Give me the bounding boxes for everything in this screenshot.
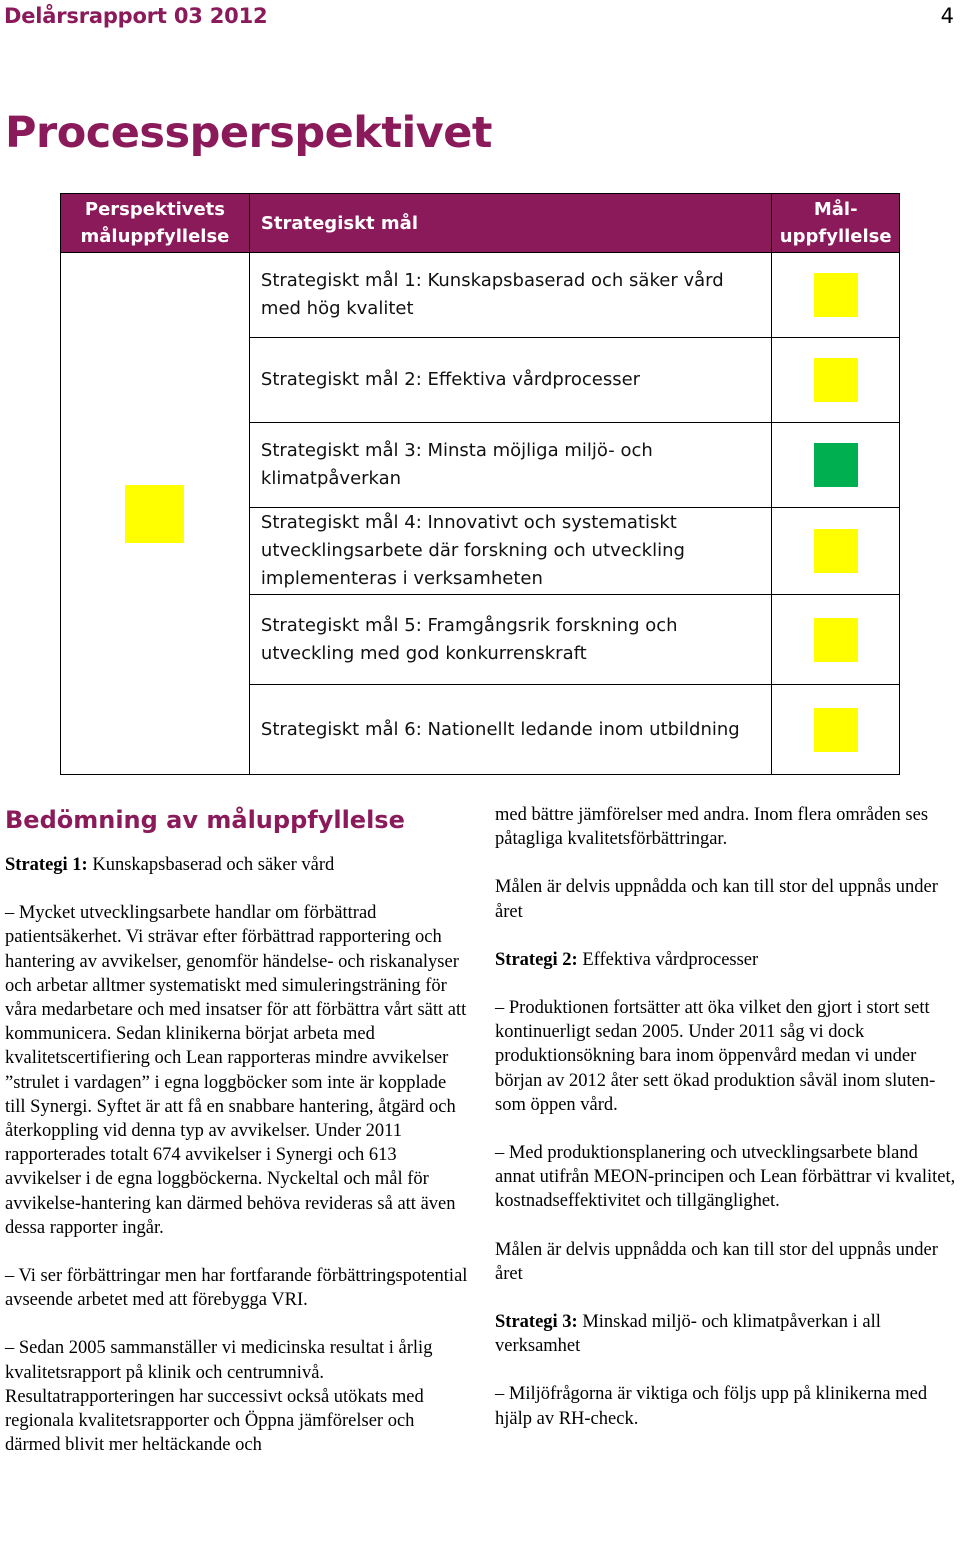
goal-text: Strategiskt mål 6: Nationellt ledande inom utbildning [249,685,771,775]
paragraph-text: – Mycket utvecklingsarbete handlar om förbättrad patientsäkerhet. Vi strävar efter förbättrad rapportering och hantering av avvikelser, genomför händelse- och riskanalyser och arbetar alltmer systematiskt med simuleringsträning för våra medarbetare och med insatser för att förbättra vårt sätt att kommunicera. Sedan klinikerna börjat arbeta med kvalitetscertifiering och Lean rapporteras mindre avvikelser ”strulet i vardagen” i egna loggböcker som inte är kopplade till Synergi. Syftet är att få en snabbare hantering, åtgärd och återkoppling vid denna typ av avvikelser. Under 2011 rapporterades totalt 674 avvikelser i Synergi och 613 avvikelser i de egna loggböckerna. Nyckeltal och mål för avvikelse-hantering kan därmed behöva revideras så att även dessa rapporter ingår. [5,903,467,1238]
status-cell [772,508,900,595]
assessment-title: Bedömning av måluppfyllelse [5,806,405,834]
header-goal: Strategiskt mål [249,194,771,253]
paragraph [495,948,960,972]
paragraph [5,1264,470,1312]
status-cell [772,423,900,508]
status-indicator [814,443,858,487]
paragraph [495,1141,960,1214]
status-cell [772,253,900,338]
goal-table [60,193,900,775]
goal-text: Strategiskt mål 5: Framgångsrik forskning och utveckling med god konkurrenskraft [249,595,771,685]
paragraph-text: – Sedan 2005 sammanställer vi medicinska resultat i årlig kvalitetsrapport på klinik och centrumnivå. Resultatrapporteringen har successivt också utökats med regionala kvalitetsrapporter och Öppna jämförelser och därmed blivit mer heltäckande och [5,1338,433,1456]
paragraph-text: Målen är delvis uppnådda och kan till stor del uppnås under året [495,877,938,922]
goal-text: Strategiskt mål 3: Minsta möjliga miljö- och klimatpåverkan [249,423,771,508]
paragraph [5,901,470,1240]
paragraph-text: Kunskapsbaserad och säker vård [87,855,335,875]
section-title: Processperspektivet [5,108,492,158]
paragraph [495,1310,960,1358]
paragraph-text: – Med produktionsplanering och utvecklingsarbete bland annat utifrån MEON-principen och Lean förbättrar vi kvalitet, kostnadseffektivitet och tillgänglighet. [495,1143,956,1212]
status-cell [772,595,900,685]
status-indicator [814,618,858,662]
paragraph-text: Effektiva vårdprocesser [577,949,759,970]
paragraph [495,1382,960,1430]
paragraph-text: – Produktionen fortsätter att öka vilket den gjort i stort sett kontinuerligt sedan 2005. Under 2011 såg vi dock produktionsökning bara inom öppenvård medan vi under början av 2012 åter sett ökad produktion såväl inom sluten- som öppen vård. [495,998,936,1115]
strategy-label: Strategi 1: [5,855,88,875]
table-header-row [61,194,900,253]
perspective-status-cell [61,253,250,775]
page-number: 4 [940,4,954,28]
goal-text: Strategiskt mål 4: Innovativt och systematiskt utvecklingsarbete där forskning och utveckling implementeras i verksamheten [249,508,771,595]
paragraph [5,853,470,877]
status-cell [772,338,900,423]
paragraph-text: med bättre jämförelser med andra. Inom flera områden ses påtagliga kvalitetsförbättringar. [495,805,929,850]
paragraph [495,803,960,851]
table-row [61,253,900,338]
paragraph-text: Målen är delvis uppnådda och kan till stor del uppnås under året [495,1239,938,1284]
strategy-label: Strategi 2: [495,949,578,970]
status-indicator [814,529,858,573]
header-fulfilment: Mål-uppfyllelse [772,194,900,253]
paragraph-text: – Miljöfrågorna är viktiga och följs upp på klinikerna med hjälp av RH-check. [495,1384,928,1429]
goal-text: Strategiskt mål 2: Effektiva vårdprocesser [249,338,771,423]
status-cell [772,685,900,775]
assessment-right-column [495,803,960,1455]
status-indicator [814,708,858,752]
paragraph [495,996,960,1117]
paragraph [495,875,960,923]
paragraph-text: Minskad miljö- och klimatpåverkan i all verksamhet [495,1312,881,1357]
status-indicator [814,358,858,402]
paragraph [5,1336,470,1457]
paragraph-text: – Vi ser förbättringar men har fortfarande förbättringspotential avseende arbetet med att förebygga VRI. [5,1266,468,1311]
report-title: Delårsrapport 03 2012 [4,4,268,28]
goal-text: Strategiskt mål 1: Kunskapsbaserad och säker vård med hög kvalitet [249,253,771,338]
status-indicator [814,273,858,317]
strategy-label: Strategi 3: [495,1312,578,1333]
paragraph [495,1238,960,1286]
perspective-status-indicator [125,485,184,543]
header-perspective: Perspektivets måluppfyllelse [61,194,250,253]
assessment-left-column [5,803,470,1481]
